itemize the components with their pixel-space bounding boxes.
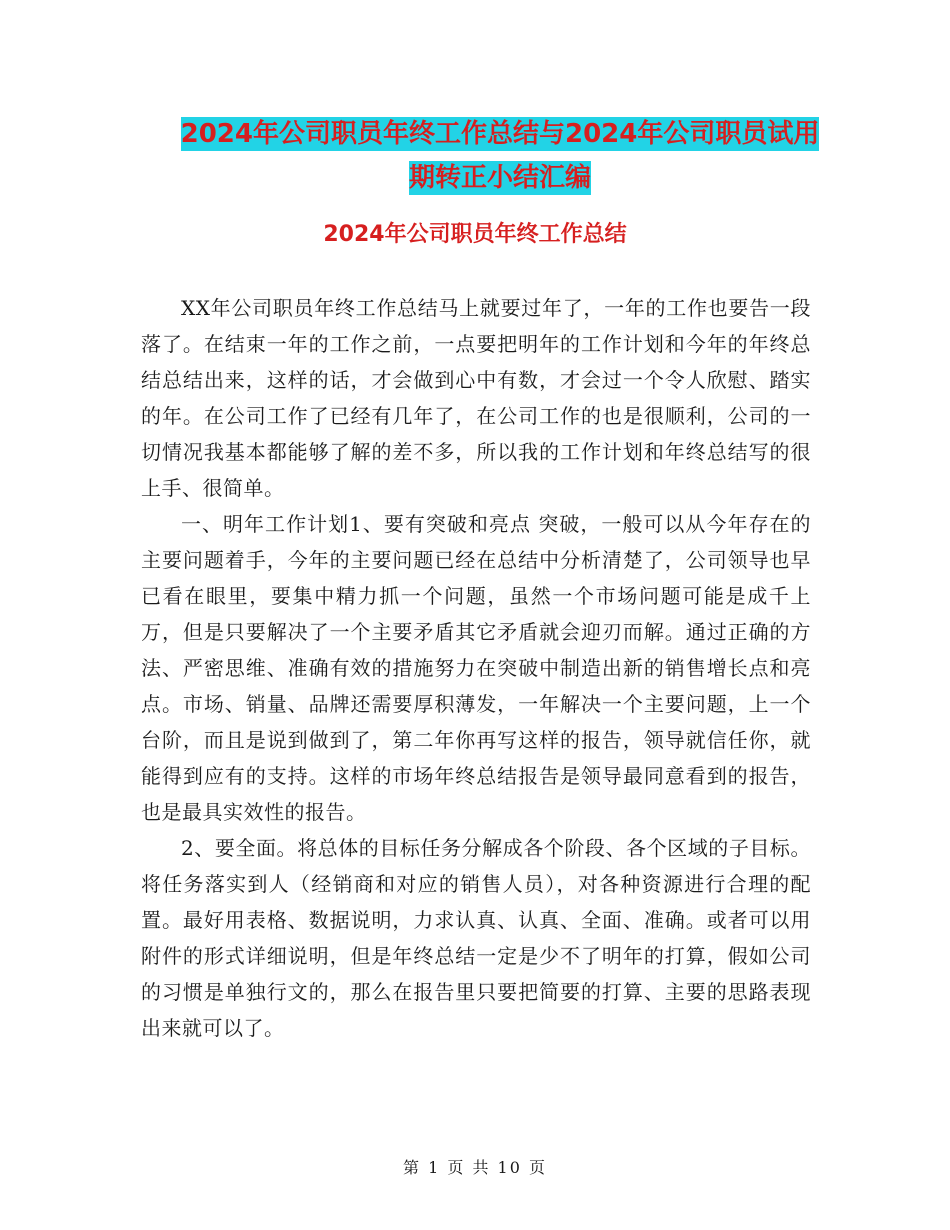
paragraph-2: 一、明年工作计划1、要有突破和亮点 突破，一般可以从今年存在的主要问题着手，今年的主要问题已经在总结中分析清楚了，公司领导也早已看在眼里，要集中精力抓一个问题，虽然一个市场问题可能是成千上万，但是只要解决了一个主要矛盾其它矛盾就会迎刃而解。通过正确的方法、严密思维、准确有效的措施努力在突破中制造出新的销售增长点和亮点。市场、销量、品牌还需要厚积薄发，一年解决一个主要问题，上一个台阶，而且是说到做到了，第二年你再写这样的报告，领导就信任你，就能得到应有的支持。这样的市场年终总结报告是领导最同意看到的报告，也是最具实效性的报告。 <box>141 512 811 824</box>
document-body <box>141 290 811 1046</box>
document-title-line-2: 期转正小结汇编 <box>408 163 591 193</box>
paragraph-3: 2、要全面。将总体的目标任务分解成各个阶段、各个区域的子目标。将任务落实到人（经销商和对应的销售人员），对各种资源进行合理的配置。最好用表格、数据说明，力求认真、认真、全面、准确。或者可以用附件的形式详细说明，但是年终总结一定是少不了明年的打算，假如公司的习惯是单独行文的，那么在报告里只要把简要的打算、主要的思路表现出来就可以了。 <box>141 836 811 1040</box>
section-title: 2024年公司职员年终工作总结 <box>323 222 627 247</box>
document-title-line-1: 2024年公司职员年终工作总结与2024年公司职员试用 <box>180 119 820 149</box>
paragraph-1: XX年公司职员年终工作总结马上就要过年了，一年的工作也要告一段落了。在结束一年的工作之前，一点要把明年的工作计划和今年的年终总结总结出来，这样的话，才会做到心中有数，才会过一个令人欣慰、踏实的年。在公司工作了已经有几年了，在公司工作的也是很顺利，公司的一切情况我基本都能够了解的差不多，所以我的工作计划和年终总结写的很上手、很简单。 <box>141 296 811 500</box>
document-title <box>140 112 860 200</box>
page-footer: 第 1 页 共 10 页 <box>403 1158 547 1177</box>
